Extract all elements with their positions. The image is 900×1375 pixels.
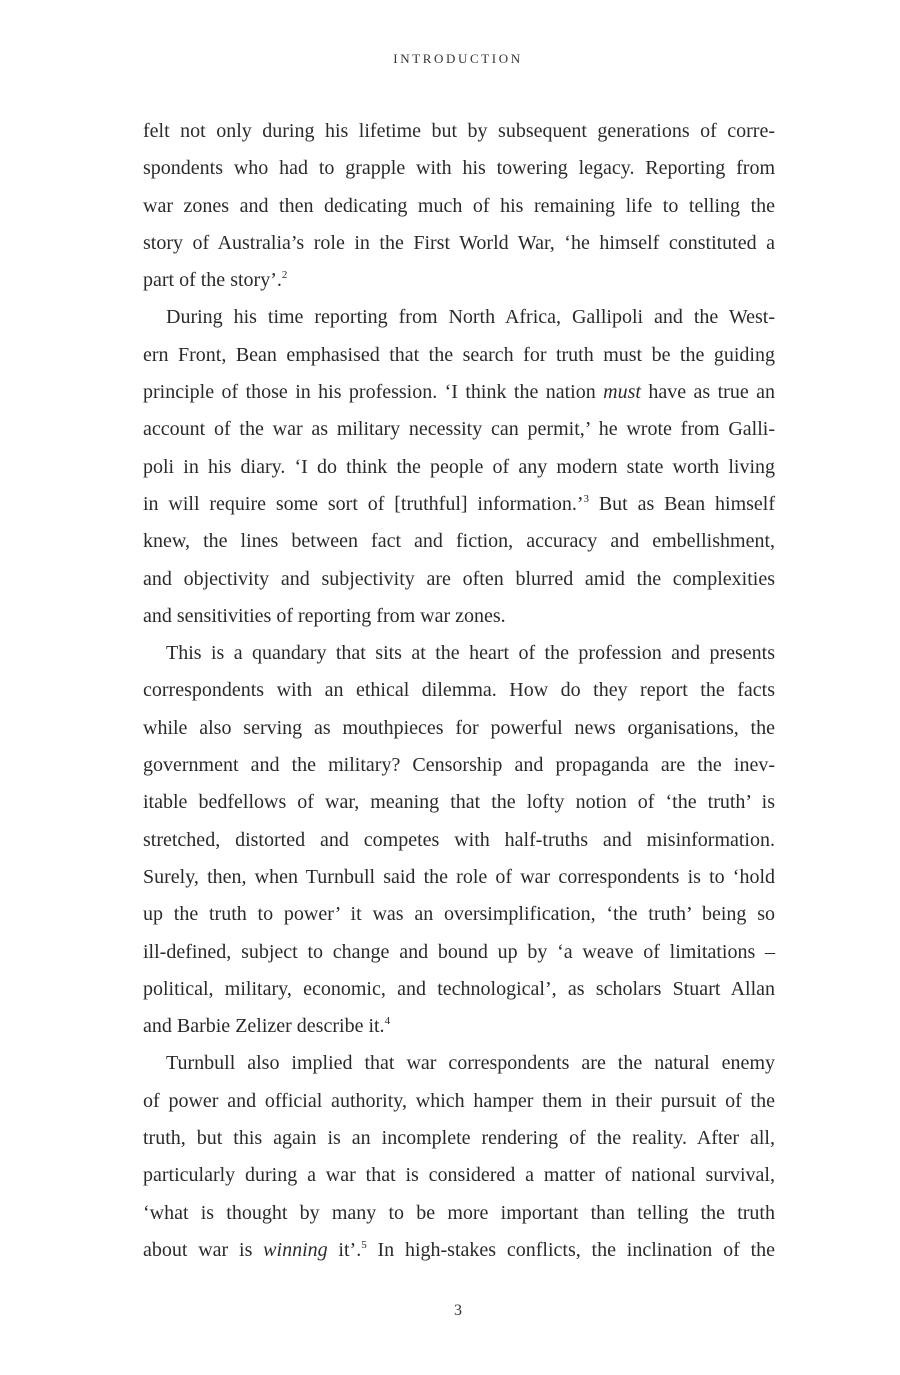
text-line: particularly during a war that is considered a matter of national survival, [143, 1164, 775, 1187]
text-run: about war is [143, 1238, 264, 1261]
text-line: while also serving as mouthpieces for powerful news organisations, the [143, 716, 775, 739]
text-line: government and the military? Censorship and propaganda are the inev- [143, 754, 775, 777]
text-line [143, 374, 775, 411]
text-line: This is a quandary that sits at the heart of the profession and presents [166, 642, 775, 665]
text-line: felt not only during his lifetime but by subsequent generations of corre- [143, 120, 775, 142]
emphasis-text: must [603, 381, 641, 404]
running-head: INTRODUCTION [393, 51, 523, 66]
text-run: in will require some sort of [truthful] information.’ [143, 492, 584, 515]
text-line: account of the war as military necessity can permit,’ he wrote from Galli- [143, 418, 775, 441]
text-run: have as true an [640, 381, 775, 404]
text-line: war zones and then dedicating much of his remaining life to telling the [143, 194, 775, 217]
text-run: it’. [327, 1238, 362, 1261]
text-line: Turnbull also implied that war correspondents are the natural enemy [166, 1052, 775, 1075]
body-text [143, 113, 775, 1269]
text-line [143, 1232, 775, 1269]
text-line: and objectivity and subjectivity are often blurred amid the complexities [143, 567, 775, 590]
page-number: 3 [454, 1302, 462, 1319]
text-run: In high-stakes conflicts, the inclination of the [366, 1238, 775, 1261]
text-line: itable bedfellows of war, meaning that the lofty notion of ‘the truth’ is [143, 791, 775, 814]
text-line [143, 486, 775, 523]
text-run: and Barbie Zelizer describe it. [143, 1015, 385, 1038]
text-line: ern Front, Bean emphasised that the search for truth must be the guiding [143, 343, 775, 366]
text-line: During his time reporting from North Africa, Gallipoli and the West- [166, 306, 775, 329]
footnote-ref[interactable]: 4 [384, 1015, 391, 1028]
footnote-ref[interactable]: 2 [281, 269, 288, 282]
text-line: truth, but this again is an incomplete rendering of the reality. After all, [143, 1127, 775, 1150]
text-run: But as Bean himself [588, 492, 775, 515]
text-line: poli in his diary. ‘I do think the people of any modern state worth living [143, 455, 775, 478]
text-line: spondents who had to grapple with his towering legacy. Reporting from [143, 157, 775, 180]
emphasis-text: winning [263, 1238, 328, 1261]
text-line: stretched, distorted and competes with half-truths and misinformation. [143, 828, 775, 851]
text-run: part of the story’. [143, 269, 282, 292]
text-line: ‘what is thought by many to be more important than telling the truth [143, 1201, 775, 1224]
text-line: and sensitivities of reporting from war zones. [143, 604, 506, 627]
text-line [143, 262, 775, 299]
text-line: up the truth to power’ it was an oversimplification, ‘the truth’ being so [143, 903, 775, 926]
text-run: principle of those in his profession. ‘I think the nation [143, 381, 604, 404]
text-line [143, 1008, 775, 1045]
text-line: Surely, then, when Turnbull said the role of war correspondents is to ‘hold [143, 865, 775, 888]
footnote-ref[interactable]: 5 [361, 1238, 367, 1251]
text-line: political, military, economic, and technological’, as scholars Stuart Allan [143, 977, 775, 1000]
text-line: correspondents with an ethical dilemma. How do they report the facts [143, 679, 775, 702]
text-line: knew, the lines between fact and fiction, accuracy and embellishment, [143, 530, 775, 553]
text-line: story of Australia’s role in the First World War, ‘he himself constituted a [143, 231, 775, 254]
footnote-ref[interactable]: 3 [583, 492, 589, 505]
text-line: of power and official authority, which hamper them in their pursuit of the [143, 1089, 775, 1112]
text-line: ill-defined, subject to change and bound up by ‘a weave of limitations – [143, 940, 775, 963]
